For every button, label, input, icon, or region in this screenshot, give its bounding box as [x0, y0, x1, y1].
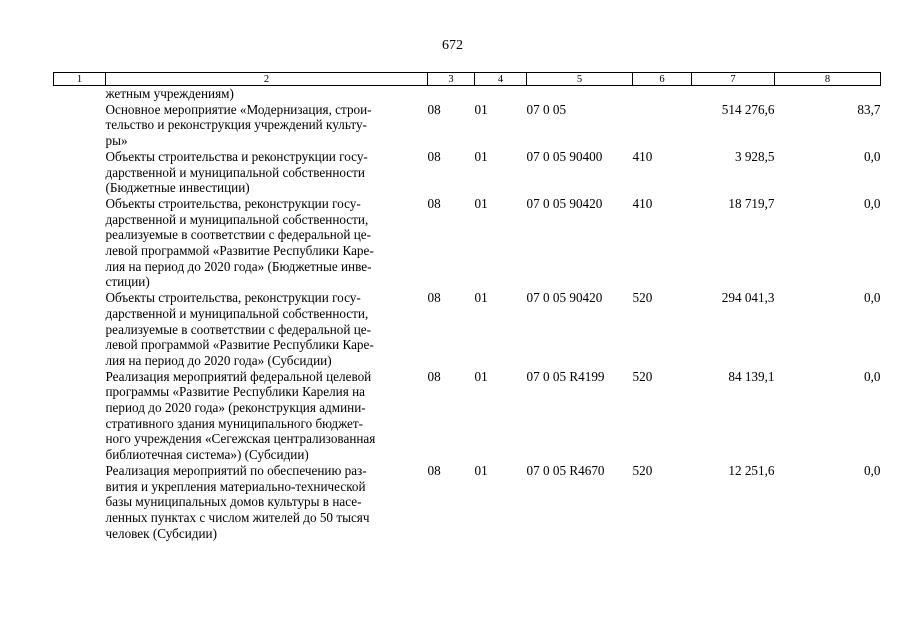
subsection-code-cell: 01	[474, 148, 488, 164]
percent-cell: 0,0	[864, 368, 881, 384]
item-name-line: левой программой «Развитие Республики Каре-	[105, 337, 374, 353]
expense-type-cell: 520	[632, 368, 653, 384]
item-name-line: стиции)	[105, 274, 150, 290]
expense-type-cell: 520	[632, 462, 653, 478]
header-cell-5: 5	[527, 73, 633, 86]
section-code-cell	[428, 86, 475, 102]
subsection-code-cell: 01	[474, 462, 488, 478]
item-name-line: ры»	[105, 133, 128, 149]
item-name-line: человек (Субсидии)	[105, 525, 217, 541]
item-name-line: базы муниципальных домов культуры в насе-	[105, 494, 362, 510]
percent-cell: 83,7	[857, 101, 881, 117]
item-name-line: жетным учреждениям)	[105, 86, 234, 101]
item-name-line: Объекты строительства, реконструкции госу-	[105, 290, 361, 306]
subsection-code-cell: 01	[474, 290, 488, 306]
item-name-line: ного учреждения «Сегежская централизованная	[105, 431, 376, 447]
amount-cell: 514 276,6	[721, 101, 775, 117]
item-name-line: реализуемые в соответствии с федеральной це-	[105, 227, 372, 243]
percent-cell: 0,0	[864, 148, 881, 164]
item-name-line: ленных пунктах с числом жителей до 50 тысяч	[105, 509, 370, 525]
amount-cell: 3 928,5	[734, 148, 775, 164]
expense-type-cell: 520	[632, 290, 653, 306]
table-row	[54, 369, 881, 463]
row-number-cell	[54, 149, 106, 196]
section-code-cell: 08	[427, 290, 441, 306]
row-number-cell	[54, 369, 106, 463]
item-name-cell	[106, 86, 428, 102]
header-cell-1: 1	[54, 73, 106, 86]
row-number-cell	[54, 463, 106, 542]
percent-cell	[775, 86, 881, 102]
item-name-line: Объекты строительства, реконструкции госу-	[105, 195, 361, 211]
amount-cell: 84 139,1	[728, 368, 775, 384]
row-number-cell	[54, 86, 106, 102]
section-code-cell: 08	[427, 368, 441, 384]
percent-cell: 0,0	[864, 195, 881, 211]
target-article-cell: 07 0 05 R4199	[526, 368, 605, 384]
row-number-cell	[54, 102, 106, 149]
item-name-cell	[106, 102, 428, 149]
item-name-cell	[106, 463, 428, 542]
target-article-cell: 07 0 05	[526, 101, 567, 117]
table-row	[54, 86, 881, 102]
target-article-cell: 07 0 05 90400	[526, 148, 603, 164]
table-row	[54, 463, 881, 542]
row-number-cell	[54, 290, 106, 369]
section-code-cell: 08	[427, 101, 441, 117]
table-row	[54, 149, 881, 196]
item-name-line: дарственной и муниципальной собственности,	[105, 305, 369, 321]
item-name-line: тельство и реконструкция учреждений культу-	[105, 117, 367, 133]
item-name-line: Реализация мероприятий по обеспечению раз-	[105, 462, 367, 478]
item-name-cell	[106, 290, 428, 369]
item-name-cell	[106, 196, 428, 290]
item-name-line: вития и укрепления материально-технической	[105, 478, 366, 494]
subsection-code-cell: 01	[474, 101, 488, 117]
expense-type-cell	[633, 86, 692, 102]
item-name-line: Основное мероприятие «Модернизация, строи-	[105, 101, 372, 117]
expense-type-cell: 410	[632, 195, 653, 211]
row-number-cell	[54, 196, 106, 290]
item-name-line: библиотечная система») (Субсидии)	[105, 447, 309, 463]
item-name-line: Реализация мероприятий федеральной целевой	[105, 368, 372, 384]
header-cell-7: 7	[692, 73, 775, 86]
amount-cell: 12 251,6	[728, 462, 775, 478]
target-article-cell: 07 0 05 90420	[526, 290, 603, 306]
item-name-line: лия на период до 2020 года» (Бюджетные инве-	[105, 258, 372, 274]
section-code-cell: 08	[427, 462, 441, 478]
item-name-line: Объекты строительства и реконструкции госу-	[105, 148, 368, 164]
header-row	[54, 73, 881, 86]
subsection-code-cell: 01	[474, 368, 488, 384]
page-number: 672	[442, 38, 463, 53]
header-cell-3: 3	[428, 73, 475, 86]
item-name-line: стративного здания муниципального бюджет-	[105, 415, 364, 431]
target-article-cell: 07 0 05 90420	[526, 195, 603, 211]
percent-cell: 0,0	[864, 462, 881, 478]
section-code-cell: 08	[427, 195, 441, 211]
subsection-code-cell	[475, 86, 527, 102]
target-article-cell	[527, 86, 633, 102]
amount-cell	[692, 86, 775, 102]
item-name-cell	[106, 369, 428, 463]
item-name-line: дарственной и муниципальной собственности,	[105, 211, 369, 227]
expense-type-cell	[633, 102, 692, 149]
item-name-line: левой программой «Развитие Республики Каре-	[105, 243, 374, 259]
item-name-line: дарственной и муниципальной собственности	[105, 164, 365, 180]
header-cell-8: 8	[775, 73, 881, 86]
table-body	[54, 86, 881, 542]
subsection-code-cell: 01	[474, 195, 488, 211]
amount-cell: 18 719,7	[728, 195, 775, 211]
percent-cell: 0,0	[864, 290, 881, 306]
item-name-line: лия на период до 2020 года» (Субсидии)	[105, 352, 332, 368]
expense-type-cell: 410	[632, 148, 653, 164]
table-row	[54, 196, 881, 290]
amount-cell: 294 041,3	[721, 290, 775, 306]
item-name-line: период до 2020 года» (реконструкция админи-	[105, 400, 366, 416]
table-row	[54, 102, 881, 149]
section-code-cell: 08	[427, 148, 441, 164]
header-cell-6: 6	[633, 73, 692, 86]
item-name-line: программы «Развитие Республики Карелия на	[105, 384, 365, 400]
item-name-line: реализуемые в соответствии с федеральной це-	[105, 321, 372, 337]
budget-table	[53, 72, 881, 541]
target-article-cell: 07 0 05 R4670	[526, 462, 605, 478]
header-cell-4: 4	[475, 73, 527, 86]
item-name-line: (Бюджетные инвестиции)	[105, 180, 250, 196]
header-cell-2: 2	[106, 73, 428, 86]
item-name-cell	[106, 149, 428, 196]
table-row	[54, 290, 881, 369]
